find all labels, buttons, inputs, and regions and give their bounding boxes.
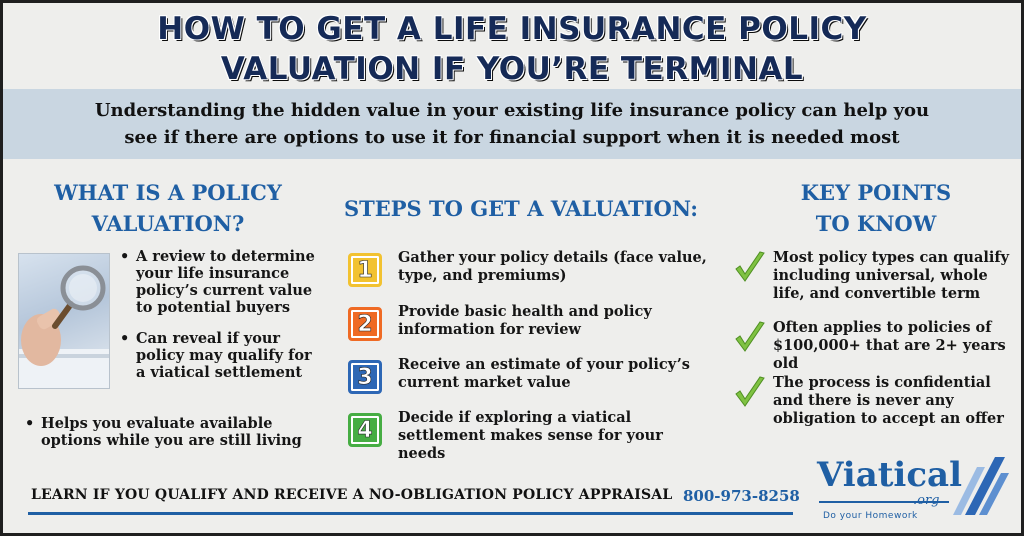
- left-bullets-top: [118, 248, 318, 395]
- step-text-4: Decide if exploring a viatical settlement makes sense for your needs: [398, 409, 663, 462]
- left-bullet-1: • A review to determine your life insurance policy’s current value to potential buyers: [118, 248, 318, 316]
- left-heading-line-1: WHAT IS A POLICY: [54, 180, 282, 205]
- page-title: [3, 9, 1021, 89]
- subtitle-band: [3, 89, 1021, 159]
- magnifier-icon: [19, 254, 110, 389]
- check-icon: [733, 374, 767, 410]
- subtitle-line-1: Understanding the hidden value in your existing life insurance policy can help you: [94, 100, 930, 121]
- logo-org: .org: [913, 493, 940, 508]
- key-points-heading-line-1: KEY POINTS: [800, 180, 952, 205]
- check-icon: [733, 319, 767, 355]
- left-heading-line-2: VALUATION?: [91, 211, 245, 236]
- step-text-1: Gather your policy details (face value, type, and premiums): [398, 249, 707, 284]
- title-line-1: HOW TO GET A LIFE INSURANCE POLICY: [157, 11, 867, 47]
- subtitle: [62, 97, 962, 151]
- check-icon: [733, 249, 767, 285]
- step-text-2: Provide basic health and policy information for review: [398, 303, 652, 338]
- step-4: [348, 409, 708, 462]
- step-text-3: Receive an estimate of your policy’s current market value: [398, 356, 690, 391]
- left-bullet-3: • Helps you evaluate available options while you are still living: [23, 415, 313, 449]
- logo-tagline: Do your Homework: [823, 511, 918, 521]
- key-point-3: [733, 374, 1015, 434]
- key-point-text-2: Often applies to policies of $100,000+ that are 2+ years old: [773, 319, 1006, 372]
- step-2: [348, 303, 708, 348]
- key-points-heading: [751, 177, 1001, 239]
- subtitle-line-2: see if there are options to use it for financial support when it is needed most: [124, 127, 900, 148]
- step-number-2: 2: [348, 307, 382, 341]
- steps-heading: STEPS TO GET A VALUATION:: [343, 196, 699, 221]
- key-point-text-3: The process is confidential and there is never any obligation to accept an offer: [773, 374, 1004, 427]
- footer-cta: LEARN IF YOU QUALIFY AND RECEIVE A NO-OBLIGATION POLICY APPRAISAL: [31, 487, 673, 503]
- left-bullets-bottom: [23, 415, 313, 463]
- footer-phone[interactable]: 800-973-8258: [683, 487, 800, 505]
- key-points-heading-line-2: TO KNOW: [815, 211, 937, 236]
- footer-divider: [28, 512, 793, 515]
- title-line-2: VALUATION IF YOU’RE TERMINAL: [220, 51, 804, 87]
- magnifying-glass-photo: [18, 253, 110, 389]
- key-point-2: [733, 319, 1015, 379]
- viatical-logo[interactable]: [815, 453, 1010, 525]
- key-point-1: [733, 249, 1015, 309]
- step-number-4: 4: [348, 413, 382, 447]
- key-point-text-1: Most policy types can qualify including universal, whole life, and convertible term: [773, 249, 1010, 302]
- left-bullet-2: • Can reveal if your policy may qualify for a viatical settlement: [118, 330, 318, 381]
- logo-word: Viatical: [817, 455, 962, 495]
- step-1: [348, 249, 708, 294]
- left-heading: [33, 177, 303, 239]
- step-number-1: 1: [348, 253, 382, 287]
- step-3: [348, 356, 708, 401]
- step-number-3: 3: [348, 360, 382, 394]
